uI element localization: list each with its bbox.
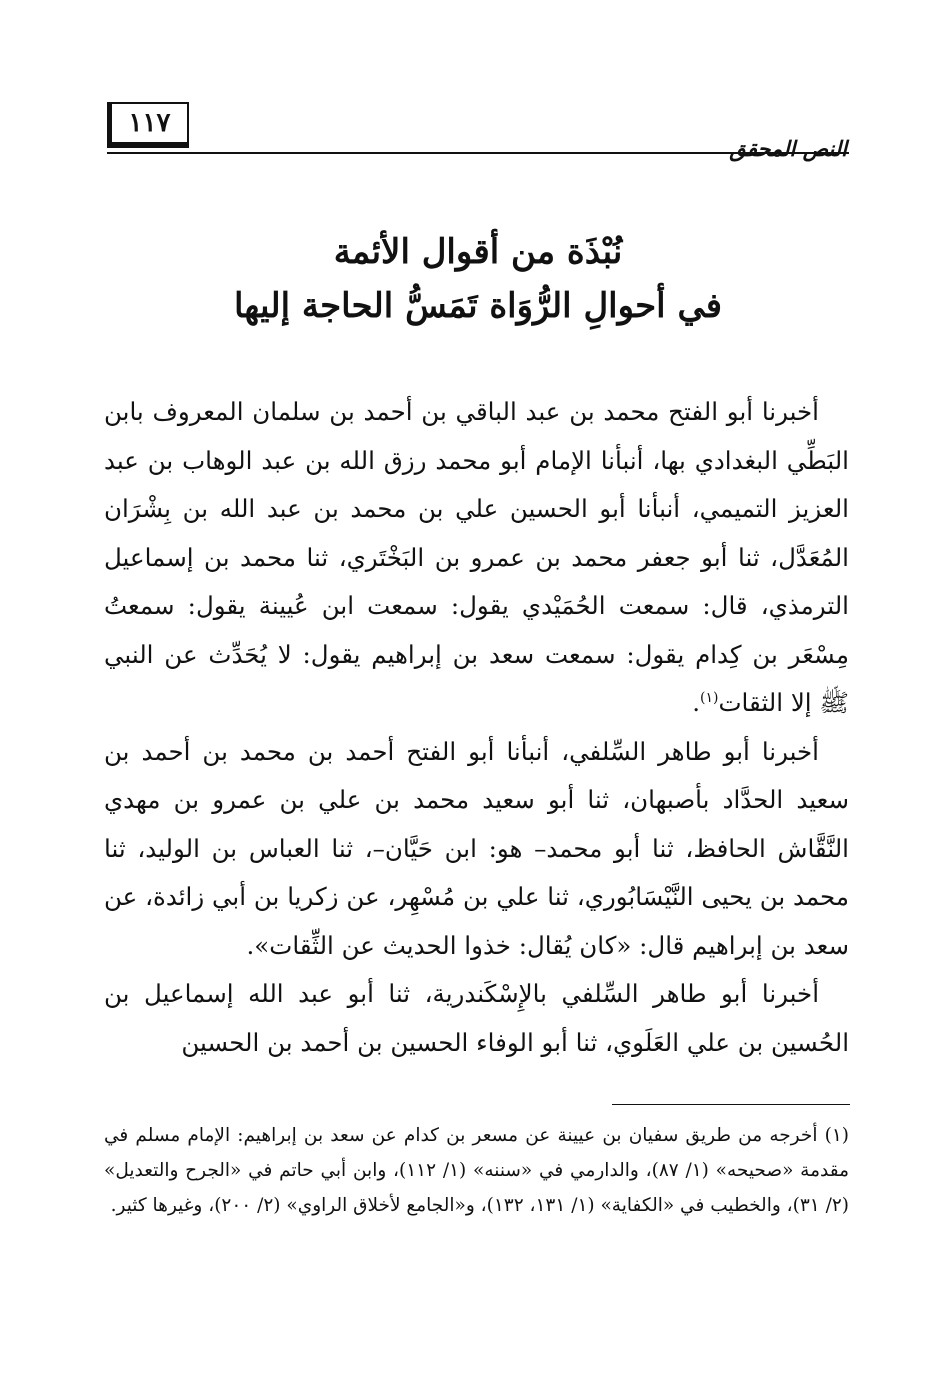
- paragraph-3: أخبرنا أبو طاهر السِّلفي بالإِسْكَندرية، ثنا أبو عبد الله إسماعيل بن الحُسين بن علي العَلَوي، ثنا أبو الوفاء الحسين بن أحمد بن الحسين: [104, 979, 849, 1057]
- paragraph-1-text: أخبرنا أبو الفتح محمد بن عبد الباقي بن أحمد بن سلمان المعروف بابن البَطِّي البغدادي بها، أنبأنا الإمام أبو محمد رزق الله بن عبد الوهاب بن عبد العزيز التميمي، أنبأنا أبو الحسين علي بن محمد بن عبد الله بن بِشْرَان المُعَدَّل، ثنا أبو جعفر محمد بن عمرو بن البَخْتَري، ثنا محمد بن إسماعيل الترمذي، قال: سمعت الحُمَيْدي يقول: سمعت ابن عُيينة يقول: سمعتُ مِسْعَر بن كِدام يقول: سمعت سعد بن إبراهيم يقول: لا يُحَدِّث عن النبي ﷺ إلا الثقات: [104, 397, 849, 717]
- running-header-title: النص المحقق: [729, 136, 847, 161]
- section-title-line-2: في أحوالِ الرُّوَاة تَمَسُّ الحاجة إليها: [233, 286, 723, 326]
- main-text: [104, 388, 849, 1067]
- paragraph-1: [104, 388, 849, 728]
- footnote: [104, 1118, 849, 1223]
- paragraph-1-end: .: [692, 688, 700, 717]
- paragraph-2: أخبرنا أبو طاهر السِّلفي، أنبأنا أبو الفتح أحمد بن محمد بن أحمد بن سعيد الحدَّاد بأصبهان، ثنا أبو سعيد محمد بن علي بن عمرو بن مهدي النَّقَّاش الحافظ، ثنا أبو محمد– هو: ابن حَيَّان–، ثنا العباس بن الوليد، ثنا محمد بن يحيى النَّيْسَابُوري، ثنا علي بن مُسْهِر، عن زكريا بن أبي زائدة، عن سعد بن إبراهيم قال: «كان يُقال: خذوا الحديث عن الثِّقات».: [104, 736, 849, 960]
- footnote-separator: [612, 1104, 850, 1105]
- section-title-line-1: نُبْذَة من أقوال الأئمة: [333, 232, 623, 272]
- header-rule: [107, 152, 849, 154]
- page-number: ١١٧: [107, 102, 189, 148]
- footnote-1: (١) أخرجه من طريق سفيان بن عيينة عن مسعر بن كدام عن سعد بن إبراهيم: الإمام مسلم في مقدمة «صحيحه» (١/ ٨٧)، والدارمي في «سننه» (١/ ١١٢)، وابن أبي حاتم في «الجرح والتعديل» (٢/ ٣١)، والخطيب في «الكفاية» (١/ ١٣١، ١٣٢)، و«الجامع لأخلاق الراوي» (٢/ ٢٠٠)، وغيرها كثير.: [104, 1125, 849, 1216]
- footnote-reference[interactable]: (١): [699, 689, 719, 706]
